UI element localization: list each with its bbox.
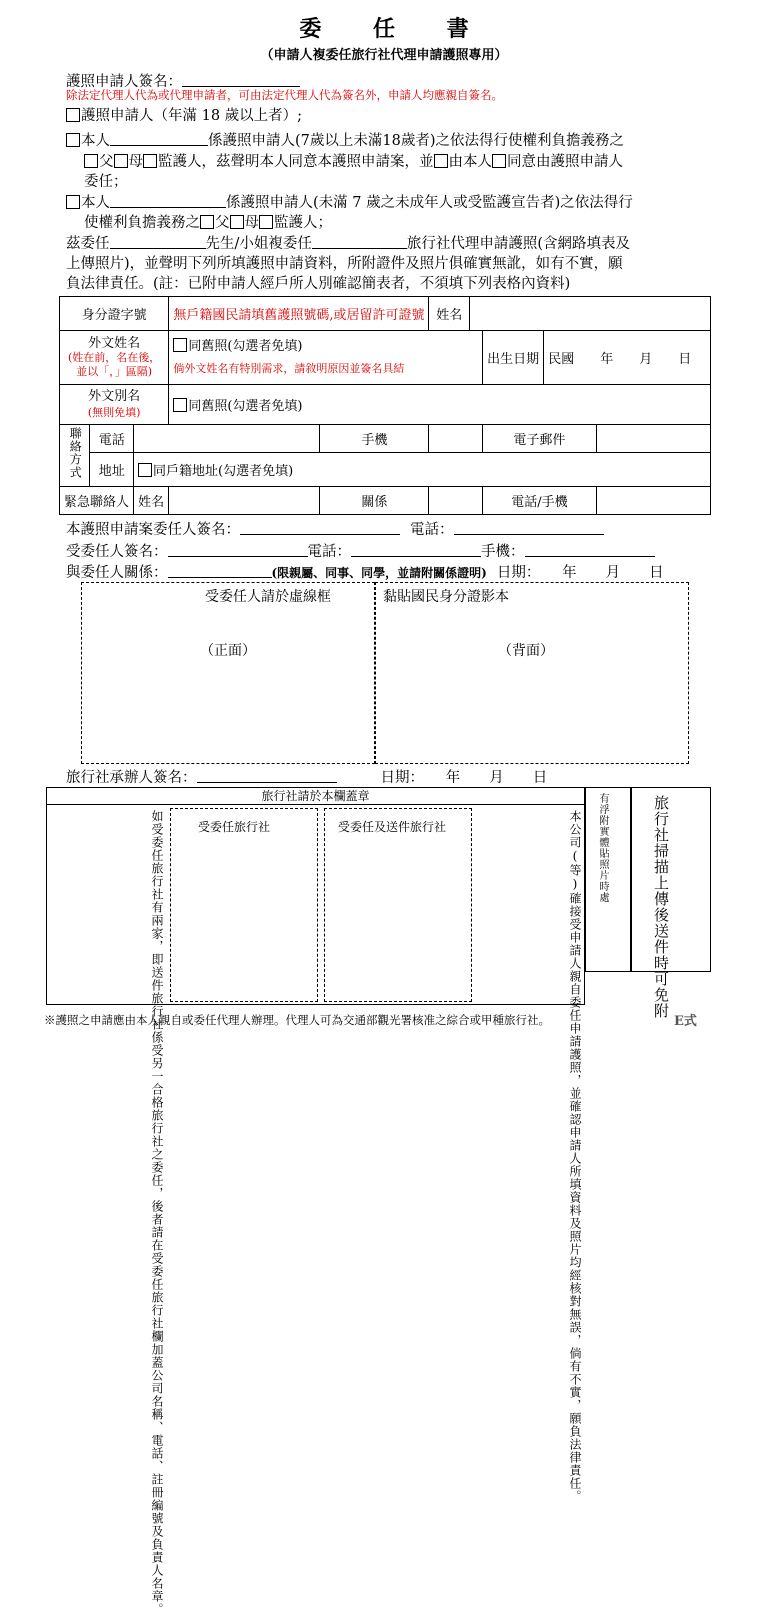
em-phone-field[interactable] — [596, 487, 710, 515]
agent-row — [66, 540, 655, 561]
dob-field[interactable]: 民國 年 月 日 — [544, 331, 711, 385]
option-2 — [66, 129, 624, 150]
consent-applicant-label: 同意由護照申請人 — [507, 154, 623, 170]
applicant-sign-field[interactable] — [182, 73, 300, 87]
option-2-desc: 係護照申請人(7歲以上未滿18歲者)之依法得行使權利負擔義務之 — [208, 133, 624, 149]
email-label: 電子郵件 — [483, 425, 597, 453]
principal-row — [66, 518, 604, 539]
stamp-agency-box[interactable] — [170, 808, 318, 1002]
id-copy-right: 黏貼國民身分證影本 — [383, 589, 509, 605]
front-label: （正面） — [200, 643, 256, 659]
stamp-agency2-box[interactable] — [324, 808, 472, 1002]
em-name-field[interactable] — [169, 487, 320, 515]
contact-label: 聯絡方式 — [60, 425, 90, 487]
option-3-checkbox[interactable] — [66, 195, 80, 209]
id-label: 身分證字號 — [60, 297, 169, 331]
alias-same-label: 同舊照(勾選者免填) — [188, 399, 303, 414]
agency-row — [66, 766, 547, 787]
father-checkbox[interactable] — [84, 154, 98, 168]
foreign-name-note-2: 並以「，」區隔) — [76, 364, 153, 378]
back-label: （背面） — [498, 643, 554, 659]
agency-sign-label: 旅行社承辦人簽名： — [66, 770, 197, 786]
foreign-name-label: 外文姓名 — [88, 335, 141, 351]
option-1-checkbox[interactable] — [66, 108, 80, 122]
option-3-line2 — [84, 211, 332, 232]
stamp-header: 旅行社請於本欄蓋章 — [46, 787, 585, 805]
document-subtitle: （申請人複委任旅行社代理申請護照專用） — [260, 48, 508, 63]
option-3-duty: 使權利負擔義務之 — [84, 215, 200, 231]
option-3-name-field[interactable] — [110, 194, 226, 208]
alias-same-checkbox[interactable] — [173, 398, 187, 412]
dob-label: 出生日期 — [483, 331, 544, 385]
agent-phone-label: 電話： — [307, 544, 351, 560]
relation-row — [66, 561, 664, 582]
guardian-label: 監護人，茲聲明本人同意本護照申請案，並 — [158, 154, 434, 170]
address-field[interactable] — [134, 453, 711, 487]
option-1 — [66, 104, 302, 125]
alias-field[interactable] — [169, 385, 711, 425]
stamp-agency-label: 受委任旅行社 — [198, 820, 271, 834]
delegate-agency: 旅行社代理申請護照(含網路填表及 — [406, 236, 631, 252]
foreign-name-cell — [60, 331, 169, 385]
delegate-name-field[interactable] — [110, 235, 206, 249]
relation-date: 日期： 年 月 日 — [496, 565, 664, 581]
agent-sign-label: 受委任人簽名： — [66, 544, 168, 560]
agent-phone-field[interactable] — [351, 543, 481, 557]
mother-checkbox-2[interactable] — [230, 215, 244, 229]
phone-field[interactable] — [134, 425, 320, 453]
photo-note: 有浮附實體貼照片時處 — [597, 793, 608, 903]
relation-label: 與委任人關係： — [66, 565, 168, 581]
email-field[interactable] — [596, 425, 710, 453]
guardian-checkbox[interactable] — [143, 154, 157, 168]
mother-label-2: 母 — [244, 215, 259, 231]
relation-field[interactable] — [168, 564, 272, 578]
principal-sign-field[interactable] — [240, 521, 400, 535]
delegate-line-2: 上傳照片)，並聲明下列所填護照申請資料，所附證件及照片俱確實無訛，如有不實，願 — [66, 256, 623, 272]
delegate-line-3: 負法律責任。(註：已附申請人經戶所人別確認簡表者，不須填下列表格內資料) — [66, 276, 571, 292]
stamp-left-text: 如受委任旅行社有兩家，即送件旅行社係受另一合格旅行社之委任，後者請在受委任旅行社欄加蓋公司名稱、電話、註冊編號及負責人名章。 — [150, 810, 164, 1616]
option-3-desc: 係護照申請人(未滿 7 歲之未成年人或受監護宣告者)之依法得行 — [226, 195, 633, 211]
option-2-line3: 委任； — [84, 174, 128, 190]
stamp-agency2-label: 受委任及送件旅行社 — [338, 820, 447, 834]
delegate-sub: 先生/小姐複委任 — [205, 236, 312, 252]
agent-sign-field[interactable] — [168, 543, 308, 557]
photo-box[interactable] — [585, 787, 631, 972]
phone-label: 電話 — [90, 425, 134, 453]
relation-note: (限親屬、同事、同學，並請附關係證明) — [271, 566, 487, 580]
applicant-info-table — [59, 296, 711, 515]
id-field[interactable]: 無戶籍國民請填舊護照號碼,或居留許可證號 — [169, 297, 429, 331]
em-relation-field[interactable] — [429, 487, 483, 515]
em-phone-label: 電話/手機 — [483, 487, 597, 515]
option-3-self: 本人 — [81, 195, 110, 211]
same-household-label: 同戶籍地址(勾選者免填) — [153, 464, 294, 479]
red-note: 除法定代理人代為或代理申請者，可由法定代理人代為簽名外，申請人均應親自簽名。 — [66, 88, 503, 102]
option-2-self: 本人 — [81, 133, 110, 149]
alias-cell — [60, 385, 169, 425]
footer-note: ※護照之申請應由本人親自或委任代理人辦理。代理人可為交通部觀光署核准之綜合或甲種旅行社。 — [44, 1013, 550, 1027]
foreign-name-field[interactable] — [169, 331, 483, 385]
mother-checkbox[interactable] — [114, 154, 128, 168]
alias-note: (無則免填) — [87, 405, 141, 419]
id-front-box[interactable] — [81, 582, 375, 764]
principal-phone-field[interactable] — [454, 521, 604, 535]
applicant-sign-label: 護照申請人簽名： — [66, 74, 182, 90]
option-2-line2 — [84, 150, 623, 171]
father-label: 父 — [99, 154, 114, 170]
upload-note: 旅行社掃描上傳後送件時可免附 — [652, 795, 670, 1019]
name-field[interactable] — [470, 297, 711, 331]
father-checkbox-2[interactable] — [200, 215, 214, 229]
id-copy-left: 受委任人請於虛線框 — [205, 589, 331, 605]
emergency-label: 緊急聯絡人 — [60, 487, 134, 515]
mobile-field[interactable] — [429, 425, 483, 453]
em-name-label: 姓名 — [134, 487, 169, 515]
guardian-label-2: 監護人； — [274, 215, 332, 231]
option-2-checkbox[interactable] — [66, 133, 80, 147]
delegate-label: 茲委任 — [66, 236, 110, 252]
agency-name-field[interactable] — [312, 235, 407, 249]
alias-label: 外文別名 — [88, 388, 141, 404]
agent-mobile-label: 手機： — [481, 544, 525, 560]
option-2-name-field[interactable] — [110, 132, 208, 146]
agent-mobile-field[interactable] — [525, 543, 655, 557]
address-label: 地址 — [90, 453, 134, 487]
id-back-box[interactable] — [375, 582, 689, 764]
principal-phone-label: 電話： — [410, 522, 454, 538]
foreign-name-red-note: 倘外文姓名有特別需求，請敘明原因並簽名具結 — [173, 361, 405, 375]
principal-sign-label: 本護照申請案委任人簽名： — [66, 522, 240, 538]
agency-date: 日期： 年 月 日 — [380, 770, 548, 786]
guardian-checkbox-2[interactable] — [259, 215, 273, 229]
delegate-row — [66, 232, 630, 253]
em-relation-label: 關係 — [320, 487, 429, 515]
name-label: 姓名 — [429, 297, 470, 331]
stamp-right-text: 本公司(等)確接受申請人親自委任申請護照，並確認申請人所填資料及照片均經核對無誤，倘有不實，願負法律責任。 — [568, 810, 582, 1503]
mobile-label: 手機 — [320, 425, 429, 453]
form-code: E式 — [674, 1014, 697, 1029]
same-passport-checkbox[interactable] — [173, 338, 187, 352]
mother-label: 母 — [128, 154, 143, 170]
father-label-2: 父 — [215, 215, 230, 231]
same-passport-label: 同舊照(勾選者免填) — [188, 338, 303, 354]
same-household-checkbox[interactable] — [138, 463, 152, 477]
by-self-label: 由本人 — [448, 154, 492, 170]
agency-sign-field[interactable] — [197, 769, 337, 783]
consent-applicant-checkbox[interactable] — [492, 154, 506, 168]
document-title: 委 任 書 — [299, 16, 491, 42]
by-self-checkbox[interactable] — [434, 154, 448, 168]
option-3 — [66, 191, 633, 212]
option-1-label: 護照申請人（年滿 18 歲以上者）; — [81, 108, 303, 124]
foreign-name-note-1: (姓在前，名在後， — [68, 350, 161, 364]
